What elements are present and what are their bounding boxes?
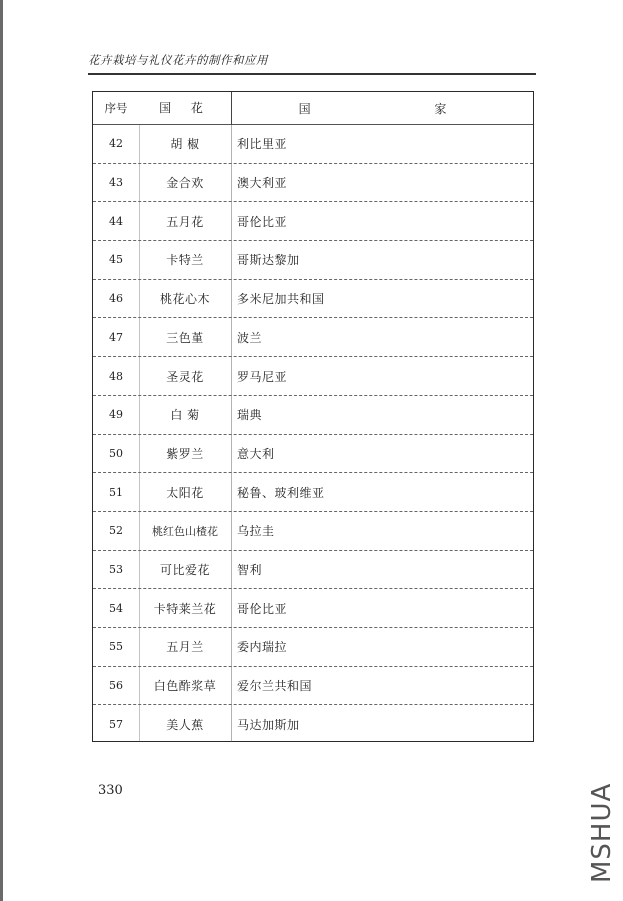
- row-flower: 三色堇: [166, 330, 204, 345]
- row-no: 50: [109, 446, 123, 460]
- running-head: 花卉栽培与礼仪花卉的制作和应用: [88, 53, 268, 67]
- national-flower-table: [92, 91, 534, 742]
- row-no: 44: [109, 214, 123, 228]
- table-row: [93, 706, 533, 745]
- header-no: 序号: [104, 101, 128, 115]
- row-no: 56: [109, 679, 123, 693]
- row-country: 意大利: [237, 446, 275, 461]
- row-no: 54: [109, 601, 123, 615]
- row-no: 42: [109, 137, 123, 151]
- table-row: [93, 241, 533, 280]
- table-row: [93, 512, 533, 551]
- row-country: 哥伦比亚: [237, 601, 288, 616]
- row-flower: 五月兰: [166, 640, 204, 655]
- row-country: 乌拉圭: [237, 524, 275, 539]
- table-row: [93, 667, 533, 706]
- row-country: 波兰: [237, 330, 263, 345]
- row-country: 瑞典: [237, 408, 263, 423]
- row-flower: 金合欢: [166, 176, 204, 191]
- table-row: [93, 473, 533, 512]
- row-country: 智利: [237, 563, 263, 578]
- row-country: 利比里亚: [237, 137, 288, 152]
- page-number: 330: [98, 783, 123, 798]
- row-no: 43: [109, 176, 123, 190]
- table-row: [93, 280, 533, 319]
- table-row: [93, 357, 533, 396]
- table-row: [93, 164, 533, 203]
- row-flower: 卡特莱兰花: [153, 601, 217, 616]
- row-flower: 圣灵花: [166, 369, 204, 384]
- page-edge-rule: [0, 0, 3, 901]
- row-country: 澳大利亚: [237, 176, 288, 191]
- row-flower: 桃红色山楂花: [152, 524, 218, 538]
- row-flower: 太阳花: [166, 485, 204, 500]
- row-flower: 桃花心木: [159, 292, 210, 307]
- row-flower: 五月花: [166, 214, 204, 229]
- header-flower: 国 花: [139, 92, 232, 125]
- row-flower: 胡 椒: [170, 137, 200, 152]
- row-country: 哥斯达黎加: [237, 253, 300, 268]
- table-row: [93, 319, 533, 358]
- row-no: 49: [109, 408, 123, 422]
- row-no: 52: [109, 524, 123, 538]
- header-divider: [88, 73, 536, 75]
- table-row: [93, 628, 533, 667]
- table-header: [93, 92, 533, 125]
- row-no: 55: [109, 640, 123, 654]
- row-flower: 白色酢浆草: [153, 679, 217, 694]
- row-country: 爱尔兰共和国: [237, 679, 313, 694]
- row-no: 47: [109, 330, 123, 344]
- row-country: 马达加斯加: [237, 718, 300, 733]
- row-flower: 美人蕉: [166, 718, 204, 733]
- row-no: 57: [109, 718, 123, 732]
- row-country: 委内瑞拉: [237, 640, 288, 655]
- row-no: 51: [109, 485, 123, 499]
- row-no: 46: [109, 292, 123, 306]
- row-country: 哥伦比亚: [237, 214, 288, 229]
- row-no: 53: [109, 563, 123, 577]
- table-row: [93, 202, 533, 241]
- table-row: [93, 125, 533, 164]
- watermark: MSHUA: [587, 782, 617, 883]
- header-country: 国 家: [298, 101, 507, 116]
- row-flower: 卡特兰: [166, 253, 204, 268]
- table-row: [93, 435, 533, 474]
- row-flower: 白 菊: [170, 408, 200, 423]
- table-row: [93, 551, 533, 590]
- table-row: [93, 396, 533, 435]
- row-no: 45: [109, 253, 123, 267]
- row-country: 秘鲁、玻利维亚: [237, 485, 325, 500]
- table-row: [93, 589, 533, 628]
- row-country: 多米尼加共和国: [237, 292, 325, 307]
- row-flower: 紫罗兰: [166, 446, 204, 461]
- row-flower: 可比爱花: [159, 563, 210, 578]
- row-no: 48: [109, 369, 123, 383]
- row-country: 罗马尼亚: [237, 369, 288, 384]
